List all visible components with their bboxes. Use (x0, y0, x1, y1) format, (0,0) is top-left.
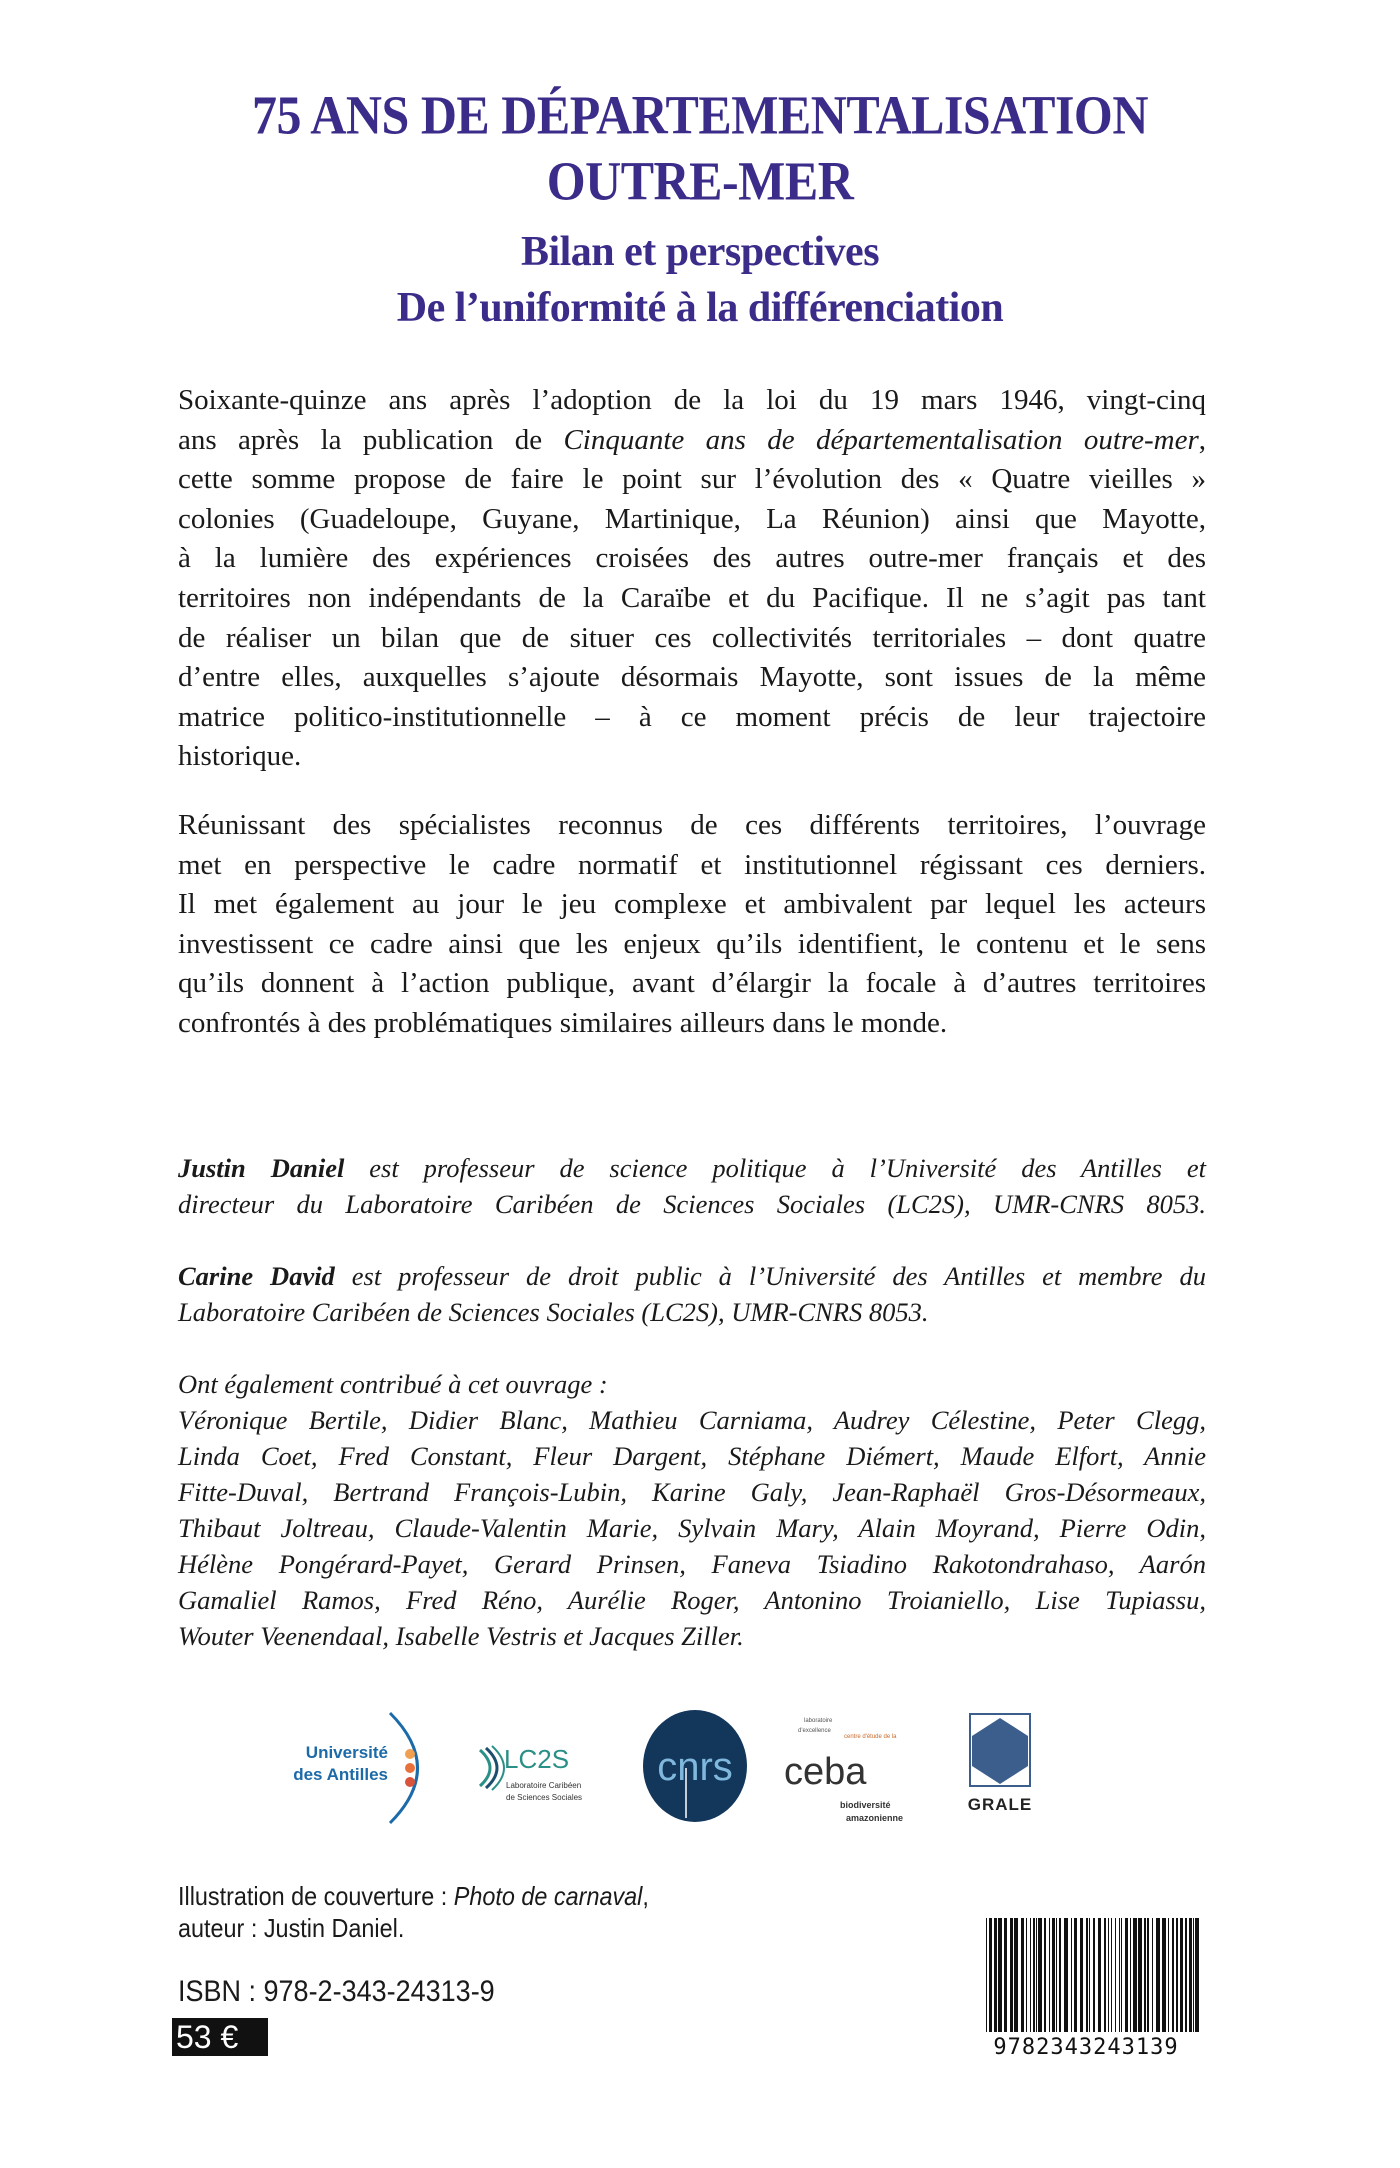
summary-paragraph-2 (178, 806, 1206, 1044)
ceba-logo (780, 1708, 910, 1828)
text-line: Thibaut Joltreau, Claude-Valentin Marie, Sylvain Mary, Alain Moyrand, Pierre Odin, (178, 1513, 1206, 1543)
logo-text: GRALE (967, 1795, 1033, 1814)
logo-text: centre d'étude de la (844, 1734, 897, 1740)
barcode-bar (1121, 1918, 1122, 2032)
barcode-bar (1030, 1918, 1031, 2032)
text-line: Linda Coet, Fred Constant, Fleur Dargent, Stéphane Diémert, Maude Elfort, Annie (178, 1441, 1206, 1471)
text-fragment: ans après la publication de (178, 423, 564, 456)
barcode-bar (1108, 1918, 1109, 2032)
text-line: Véronique Bertile, Didier Blanc, Mathieu Carniama, Audrey Célestine, Peter Clegg, (178, 1405, 1206, 1435)
logo-text: Université (305, 1743, 388, 1762)
text-line: met en perspective le cadre normatif et institutionnel régissant ces derniers. (178, 848, 1206, 881)
logo-text: Laboratoire Caribéen (506, 1781, 582, 1790)
barcode-bar (1038, 1918, 1042, 2032)
barcode-bar (1059, 1918, 1061, 2032)
subtitle-line-1: Bilan et perspectives (520, 229, 880, 275)
logo-text: ceba (784, 1751, 867, 1793)
author-bio-text: est professeur de science politique à l’Université des Antilles et (344, 1153, 1206, 1183)
barcode-bar (1089, 1918, 1090, 2032)
barcode-bar (1104, 1918, 1106, 2032)
text-line: confrontés à des problématiques similaires ailleurs dans le monde. (178, 1006, 948, 1039)
barcode-bar (998, 1918, 1002, 2032)
book-title (0, 82, 1400, 214)
barcode-bar (1071, 1918, 1072, 2032)
text-line: matrice politico-institutionnelle – à ce moment précis de leur trajectoire (178, 700, 1206, 733)
lc2s-logo (470, 1708, 600, 1828)
barcode-bar (1130, 1918, 1131, 2032)
credit-photo-title: Photo de carnaval (453, 1881, 643, 1911)
barcode-bar (1074, 1918, 1077, 2032)
text-line: de réaliser un bilan que de situer ces collectivités territoriales – dont quatre (178, 621, 1206, 654)
title-line-1: 75 ANS DE DÉPARTEMENTALISATION (252, 84, 1148, 146)
text-line: Fitte-Duval, Bertrand François-Lubin, Karine Galy, Jean-Raphaël Gros-Désormeaux, (178, 1477, 1206, 1507)
barcode-bar (1138, 1918, 1142, 2032)
barcode-bar (1115, 1918, 1116, 2032)
credit-author: auteur : Justin Daniel. (178, 1913, 405, 1943)
barcode-bar (1014, 1918, 1018, 2032)
credit-text: , (642, 1881, 649, 1911)
text-line: cette somme propose de faire le point sur l’évolution des « Quatre vieilles » (178, 463, 1206, 496)
barcode-bar (1147, 1918, 1149, 2032)
grale-logo (960, 1708, 1040, 1828)
text-line: à la lumière des expériences croisées des autres outre-mer français et des (178, 542, 1206, 575)
author-name: Justin Daniel (178, 1153, 345, 1183)
barcode-bar (1010, 1918, 1013, 2032)
author-name: Carine David (178, 1261, 335, 1291)
barcode-bar (1111, 1918, 1112, 2032)
barcode-bar (1144, 1918, 1146, 2032)
logo-text: cnrs (657, 1745, 733, 1789)
text-line: investissent ce cadre ainsi que les enjeux qu’ils identifient, le contenu et le sens (178, 927, 1206, 960)
logo-text: d'excellence (798, 1728, 831, 1734)
barcode-bar (1156, 1918, 1160, 2032)
barcode-bar (1185, 1918, 1187, 2032)
text-line: Réunissant des spécialistes reconnus de ces différents territoires, l’ouvrage (178, 809, 1206, 841)
barcode (968, 1918, 1204, 2058)
text-line: colonies (Guadeloupe, Guyane, Martinique, La Réunion) ainsi que Mayotte, (178, 502, 1206, 535)
barcode-bar (1026, 1918, 1027, 2032)
barcode-bar (1180, 1918, 1183, 2032)
universite-des-antilles-logo (293, 1708, 440, 1828)
barcode-bar (1080, 1918, 1083, 2032)
text-line: Gamaliel Ramos, Fred Réno, Aurélie Roger, Antonino Troianiello, Lise Tupiassu, (178, 1585, 1206, 1615)
barcode-bar (1093, 1918, 1095, 2032)
barcode-bar (1004, 1918, 1007, 2032)
text-line: Ont également contribué à cet ouvrage : (178, 1369, 608, 1399)
barcode-bar (1052, 1918, 1055, 2032)
logo-text: de Sciences Sociales (506, 1793, 583, 1802)
barcode-bar (1036, 1918, 1037, 2032)
author-bio-text: est professeur de droit public à l’Université des Antilles et membre du (334, 1261, 1206, 1291)
text-line: territoires non indépendants de la Caraïbe et du Pacifique. Il ne s’agit pas tant (178, 581, 1206, 614)
barcode-bar (1172, 1918, 1174, 2032)
logo-text: laboratoire (804, 1718, 833, 1724)
barcode-bar (1098, 1918, 1101, 2032)
barcode-bar (1162, 1918, 1166, 2032)
logo-text: LC2S (504, 1744, 570, 1774)
text-line: Hélène Pongérard-Payet, Gerard Prinsen, Faneva Tsiadino Rakotondrahaso, Aarón (178, 1549, 1206, 1579)
text-line (178, 421, 1206, 461)
barcode-bar (1119, 1918, 1120, 2032)
barcode-bar (1125, 1918, 1128, 2032)
credit-text: Illustration de couverture : (178, 1881, 454, 1911)
text-fragment: Cinquante ans de départementalisation outre-mer (563, 423, 1199, 456)
summary-paragraph-1 (178, 381, 1206, 777)
cover-illustration-credit (178, 1880, 649, 1944)
barcode-bar (989, 1918, 992, 2032)
text-line: historique. (178, 740, 302, 773)
barcode-bar (1168, 1918, 1169, 2032)
barcode-bar (1049, 1918, 1050, 2032)
price-badge: 53 € (172, 2018, 268, 2056)
isbn: ISBN : 978-2-343-24313-9 (178, 1975, 495, 2008)
barcode-bar (986, 1918, 987, 2032)
barcode-bar (1176, 1918, 1178, 2032)
contributors-list (178, 1366, 1206, 1654)
author-bio-text: directeur du Laboratoire Caribéen de Sciences Sociales (LC2S), UMR-CNRS 8053. (178, 1189, 1206, 1219)
logo-text: des Antilles (293, 1765, 388, 1784)
text-line: d’entre elles, auxquelles s’ajoute désormais Mayotte, sont issues de la même (178, 661, 1206, 694)
barcode-bar (1044, 1918, 1046, 2032)
text-line: Soixante-quinze ans après l’adoption de la loi du 19 mars 1946, vingt-cinq (178, 384, 1206, 416)
text-line: Wouter Veenendaal, Isabelle Vestris et Jacques Ziller. (178, 1621, 744, 1651)
barcode-bar (994, 1918, 997, 2032)
text-fragment: , (1198, 423, 1206, 456)
barcode-bar (1033, 1918, 1035, 2032)
barcode-bar (1056, 1918, 1057, 2032)
barcode-bar (1195, 1918, 1199, 2032)
barcode-bar (1086, 1918, 1088, 2032)
barcode-bar (1152, 1918, 1153, 2032)
barcode-bar (1064, 1918, 1068, 2032)
subtitle-line-2: De l’uniformité à la différenciation (396, 285, 1004, 331)
barcode-bar (1133, 1918, 1137, 2032)
partner-logos (293, 1708, 1060, 1838)
barcode-bar (1193, 1918, 1194, 2032)
barcode-digits: 9782343243139 (993, 2035, 1179, 2060)
logo-text: amazonienne (846, 1813, 904, 1823)
barcode-bar (1021, 1918, 1024, 2032)
cnrs-logo (640, 1708, 750, 1828)
barcode-bar (1189, 1918, 1192, 2032)
text-line: Il met également au jour le jeu complexe et ambivalent par lequel les acteurs (178, 888, 1206, 921)
author-bio-carine-david (178, 1258, 1206, 1330)
logo-text: biodiversité (840, 1800, 891, 1810)
book-subtitle (0, 224, 1400, 336)
title-line-2: OUTRE-MER (546, 150, 854, 212)
author-bio-justin-daniel (178, 1150, 1206, 1222)
text-line: qu’ils donnent à l’action publique, avant d’élargir la focale à d’autres territoires (178, 967, 1206, 1000)
author-bio-text: Laboratoire Caribéen de Sciences Sociales (LC2S), UMR-CNRS 8053. (178, 1297, 929, 1327)
